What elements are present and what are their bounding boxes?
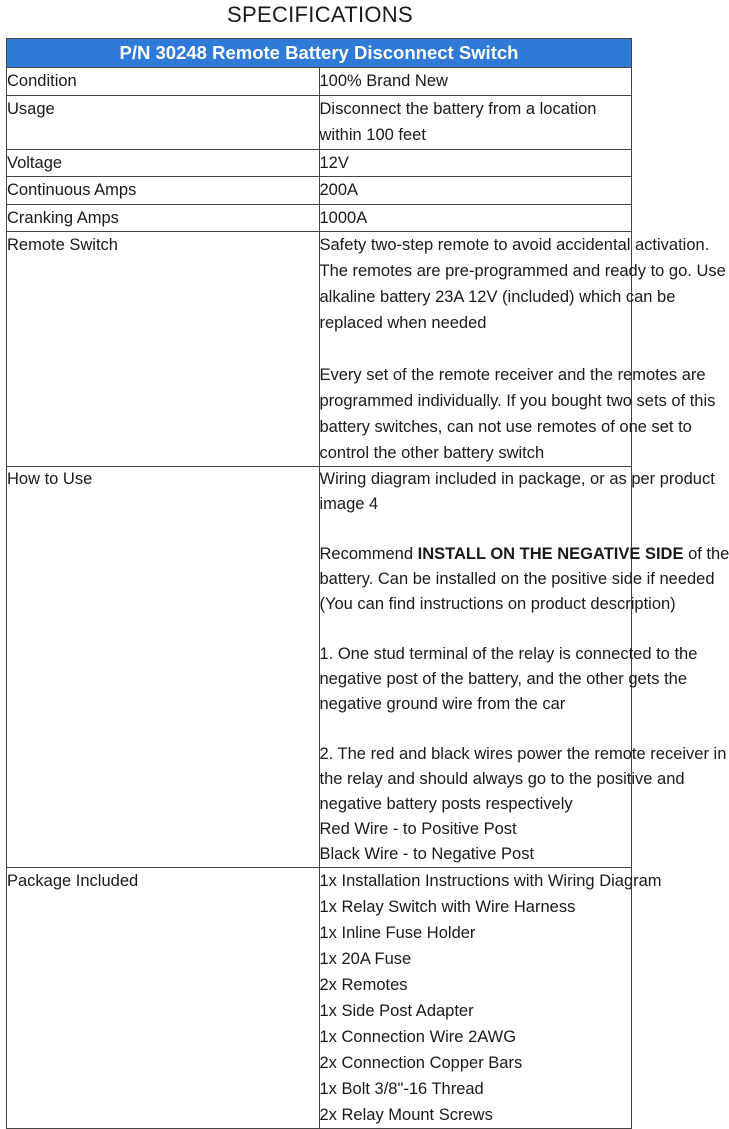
table-row-package-included	[7, 868, 632, 1129]
list-item: 2x Connection Copper Bars	[319, 1054, 523, 1072]
text-line: Every set of the remote receiver and the remotes are	[319, 366, 706, 384]
table-row-how-to-use	[7, 467, 632, 868]
row-value	[319, 868, 662, 1129]
text-line: replaced when needed	[319, 314, 487, 332]
text-line: 1. One stud terminal of the relay is connected to the	[319, 645, 698, 663]
row-value: 1000A	[319, 204, 632, 232]
table-row-usage	[7, 95, 632, 149]
list-item: 1x Connection Wire 2AWG	[319, 1028, 517, 1046]
table-row-voltage	[7, 149, 632, 177]
text-line: (You can find instructions on product description)	[319, 595, 676, 613]
text-line: the relay and should always go to the positive and	[319, 770, 685, 788]
text-line: image 4	[319, 495, 379, 513]
text-line: battery. Can be installed on the positive side if needed	[319, 570, 715, 588]
text-fragment: of the	[683, 545, 729, 563]
list-item: 1x 20A Fuse	[319, 950, 412, 968]
list-item: 1x Relay Switch with Wire Harness	[319, 898, 576, 916]
emphasis-text: INSTALL ON THE NEGATIVE SIDE	[417, 545, 684, 563]
row-value	[319, 467, 729, 868]
row-label: Remote Switch	[7, 232, 320, 467]
text-fragment: Recommend	[319, 545, 418, 563]
table-header: P/N 30248 Remote Battery Disconnect Switch	[7, 39, 632, 68]
list-item: 2x Remotes	[319, 976, 408, 994]
text-line: control the other battery switch	[319, 444, 545, 462]
text-line: The remotes are pre-programmed and ready to go. Use	[319, 262, 726, 280]
row-label: Usage	[7, 95, 320, 149]
specifications-table	[6, 38, 729, 1129]
row-label: Continuous Amps	[7, 177, 320, 205]
text-line: Wiring diagram included in package, or as per product	[319, 470, 715, 488]
list-item: 1x Side Post Adapter	[319, 1002, 474, 1020]
row-label: Condition	[7, 68, 320, 96]
row-value: 100% Brand New	[319, 68, 632, 96]
row-label: Voltage	[7, 149, 320, 177]
list-item: 1x Inline Fuse Holder	[319, 924, 476, 942]
row-value: 12V	[319, 149, 632, 177]
row-value: Disconnect the battery from a location within 100 feet	[319, 95, 632, 149]
list-item: 1x Installation Instructions with Wiring Diagram	[319, 872, 662, 890]
list-item: 1x Bolt 3/8"-16 Thread	[319, 1080, 484, 1098]
row-value	[319, 232, 726, 467]
text-line: Black Wire - to Negative Post	[319, 845, 535, 863]
text-line: battery switches, can not use remotes of one set to	[319, 418, 692, 436]
text-line: negative battery posts respectively	[319, 795, 573, 813]
text-line: Safety two-step remote to avoid accidental activation.	[319, 236, 710, 254]
table-row-cranking-amps	[7, 204, 632, 232]
text-line: programmed individually. If you bought two sets of this	[319, 392, 716, 410]
row-label: How to Use	[7, 467, 320, 868]
row-label: Package Included	[7, 868, 320, 1129]
text-line: alkaline battery 23A 12V (included) which can be	[319, 288, 676, 306]
table-header-row	[7, 39, 632, 68]
text-line: 2. The red and black wires power the remote receiver in	[319, 745, 727, 763]
table-row-remote-switch	[7, 232, 632, 467]
table-row-condition	[7, 68, 632, 96]
row-label: Cranking Amps	[7, 204, 320, 232]
text-line	[319, 542, 729, 567]
page-title: SPECIFICATIONS	[227, 2, 413, 27]
table-row-continuous-amps	[7, 177, 632, 205]
text-line: negative post of the battery, and the other gets the	[319, 670, 688, 688]
row-value: 200A	[319, 177, 632, 205]
text-line: negative ground wire from the car	[319, 695, 566, 713]
list-item: 2x Relay Mount Screws	[319, 1106, 493, 1124]
text-line: Red Wire - to Positive Post	[319, 820, 517, 838]
